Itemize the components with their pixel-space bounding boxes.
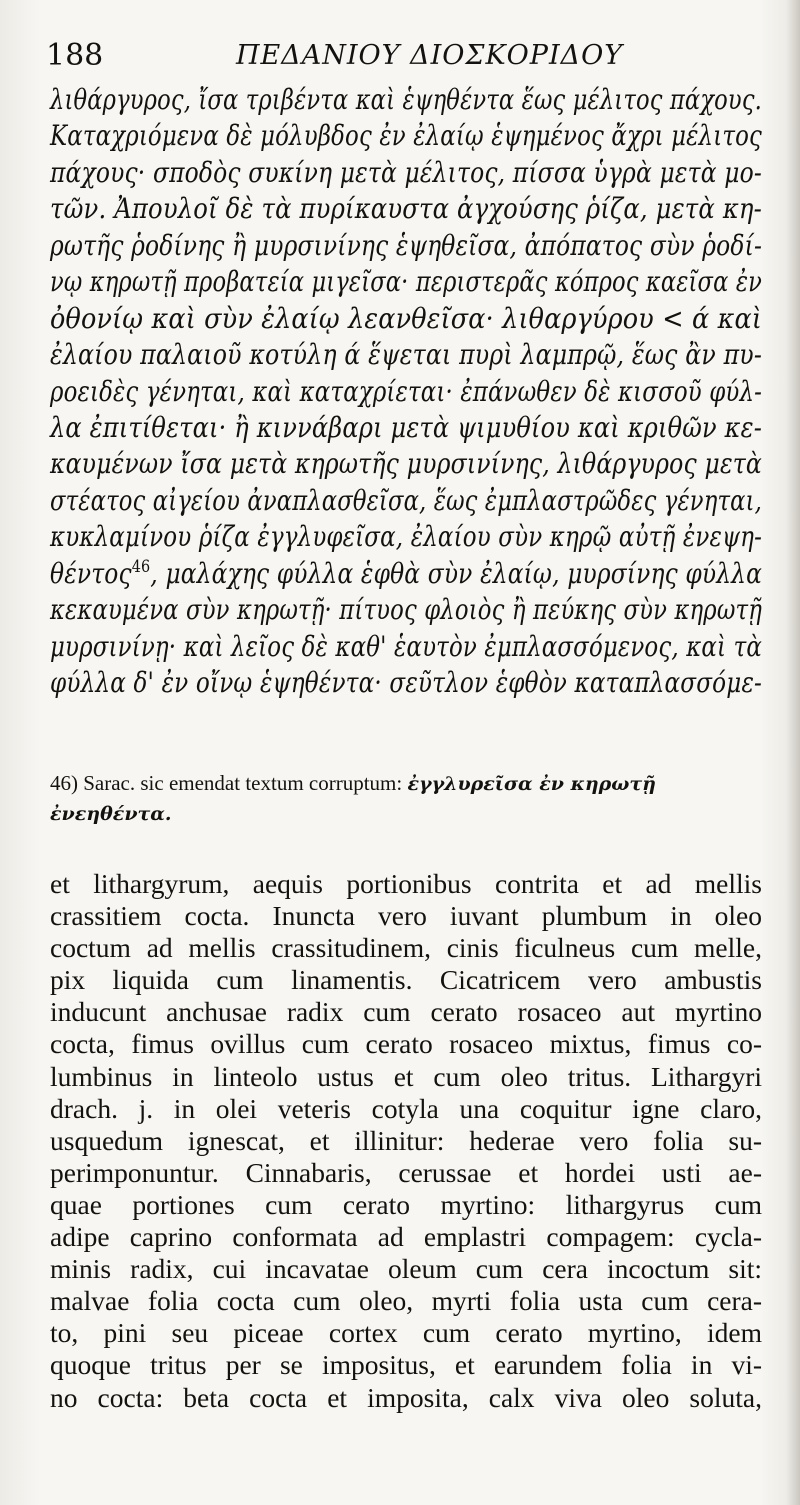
latin-line: perimponuntur. Cinnabaris, cerussae et hordei usti ae-: [50, 1156, 762, 1188]
greek-line-rest: , μαλάχης φύλλα ἑφθὰ σὺν ἐλαίῳ, μυρσίνης φύλλα: [150, 556, 763, 590]
greek-line: κυκλαμίνου ῥίζα ἐγγλυφεῖσα, ἐλαίου σὺν κηρῷ αὐτῇ ἐνεψη-: [50, 520, 762, 554]
latin-line: no cocta: beta cocta et imposita, calx viva oleo soluta,: [50, 1381, 762, 1413]
greek-text-block: [50, 82, 770, 701]
greek-line-with-footnote-ref: [50, 556, 763, 592]
page-header: [46, 36, 766, 76]
page-edge-shadow: [786, 0, 800, 1505]
page-number: 188: [46, 38, 104, 73]
footnote-line: [50, 768, 770, 798]
latin-line: coctum ad mellis crassitudinem, cinis ficulneus cum melle,: [50, 932, 762, 964]
greek-line: ἐλαίου παλαιοῦ κοτύλη ά ἕψεται πυρὶ λαμπρῷ, ἕως ἂν πυ-: [50, 338, 762, 372]
latin-line: drach. j. in olei veteris cotyla una coquitur igne claro,: [50, 1092, 762, 1124]
greek-line: ρωτῆς ῥοδίνης ἢ μυρσινίνης ἑψηθεῖσα, ἀπόπατος σὺν ῥοδί-: [50, 228, 762, 262]
latin-line: inducunt anchusae radix cum cerato rosaceo aut myrtino: [50, 996, 762, 1028]
greek-line: πάχους· σποδὸς συκίνη μετὰ μέλιτος, πίσσα ὑγρὰ μετὰ μο-: [50, 155, 762, 189]
latin-line: cocta, fimus ovillus cum cerato rosaceo mixtus, fimus co-: [50, 1028, 762, 1060]
latin-line: usquedum ignescat, et illinitur: hederae vero folia su-: [50, 1124, 762, 1156]
greek-line-start: θέντος: [50, 556, 132, 590]
latin-line: adipe caprino conformata ad emplastri compagem: cycla-: [50, 1221, 762, 1253]
footnote-greek: ἐγγλυρεῖσα ἐν κηρωτῇ: [407, 773, 656, 795]
running-title: ΠΕΔΑΝΙΟΥ ΔΙΟΣΚΟΡΙΔΟΥ: [236, 40, 624, 71]
latin-line: quae portiones cum cerato myrtino: lithargyrus cum: [50, 1188, 762, 1220]
latin-line: lumbinus in linteolo ustus et cum oleo tritus. Lithargyri: [50, 1060, 762, 1092]
greek-line: τῶν. Ἀπουλοῖ δὲ τὰ πυρίκαυστα ἀγχούσης ῥίζα, μετὰ κη-: [50, 192, 762, 226]
latin-text-block: [50, 868, 770, 1414]
latin-line: to, pini seu piceae cortex cum cerato myrtino, idem: [50, 1317, 762, 1349]
greek-line: στέατος αἰγείου ἀναπλασθεῖσα, ἕως ἐμπλαστρῶδες γένηται,: [50, 483, 762, 517]
greek-line: μυρσινίνῃ· καὶ λεῖος δὲ καθ' ἑαυτὸν ἐμπλασσόμενος, καὶ τὰ: [50, 629, 762, 663]
footnote-reference[interactable]: 46: [131, 556, 151, 577]
latin-line: et lithargyrum, aequis portionibus contrita et ad mellis: [50, 868, 762, 899]
footnote-line: [50, 798, 770, 828]
latin-line: malvae folia cocta cum oleo, myrti folia usta cum cera-: [50, 1285, 762, 1317]
greek-line: ροειδὲς γένηται, καὶ καταχρίεται· ἐπάνωθεν δὲ κισσοῦ φύλ-: [50, 374, 762, 408]
greek-line: Καταχριόμενα δὲ μόλυβδος ἐν ἐλαίῳ ἑψημένος ἄχρι μέλιτος: [50, 119, 762, 153]
greek-line: ὀθονίῳ καὶ σὺν ἐλαίῳ λεανθεῖσα· λιθαργύρου < ά καὶ: [50, 301, 762, 335]
latin-line: crassitiem cocta. Inuncta vero iuvant plumbum in oleo: [50, 900, 762, 932]
footnote: [50, 768, 770, 828]
latin-line: quoque tritus per se impositus, et earundem folia in vi-: [50, 1349, 762, 1381]
latin-line: pix liquida cum linamentis. Cicatricem vero ambustis: [50, 964, 762, 996]
greek-line: λιθάργυρος, ἴσα τριβέντα καὶ ἑψηθέντα ἕως μέλιτος πάχους.: [50, 83, 762, 116]
greek-line: κεκαυμένα σὺν κηρωτῇ· πίτυος φλοιὸς ἢ πεύκης σὺν κηρωτῇ: [50, 593, 762, 627]
greek-line: λα ἐπιτίθεται· ἢ κιννάβαρι μετὰ ψιμυθίου καὶ κριθῶν κε-: [50, 410, 762, 444]
footnote-greek: ἐνεηθέντα.: [50, 803, 172, 825]
greek-line: νῳ κηρωτῇ προβατεία μιγεῖσα· περιστερᾶς κόπρος καεῖσα ἐν: [50, 265, 762, 299]
latin-line: minis radix, cui incavatae oleum cum cera incoctum sit:: [50, 1253, 762, 1285]
greek-line: φύλλα δ' ἐν οἴνῳ ἑψηθέντα· σεῦτλον ἑφθὸν καταπλασσόμε-: [50, 666, 762, 699]
footnote-text: 46) Sarac. sic emendat textum corruptum:: [50, 771, 403, 795]
greek-line: καυμένων ἴσα μετὰ κηρωτῆς μυρσινίνης, λιθάργυρος μετὰ: [50, 447, 762, 481]
